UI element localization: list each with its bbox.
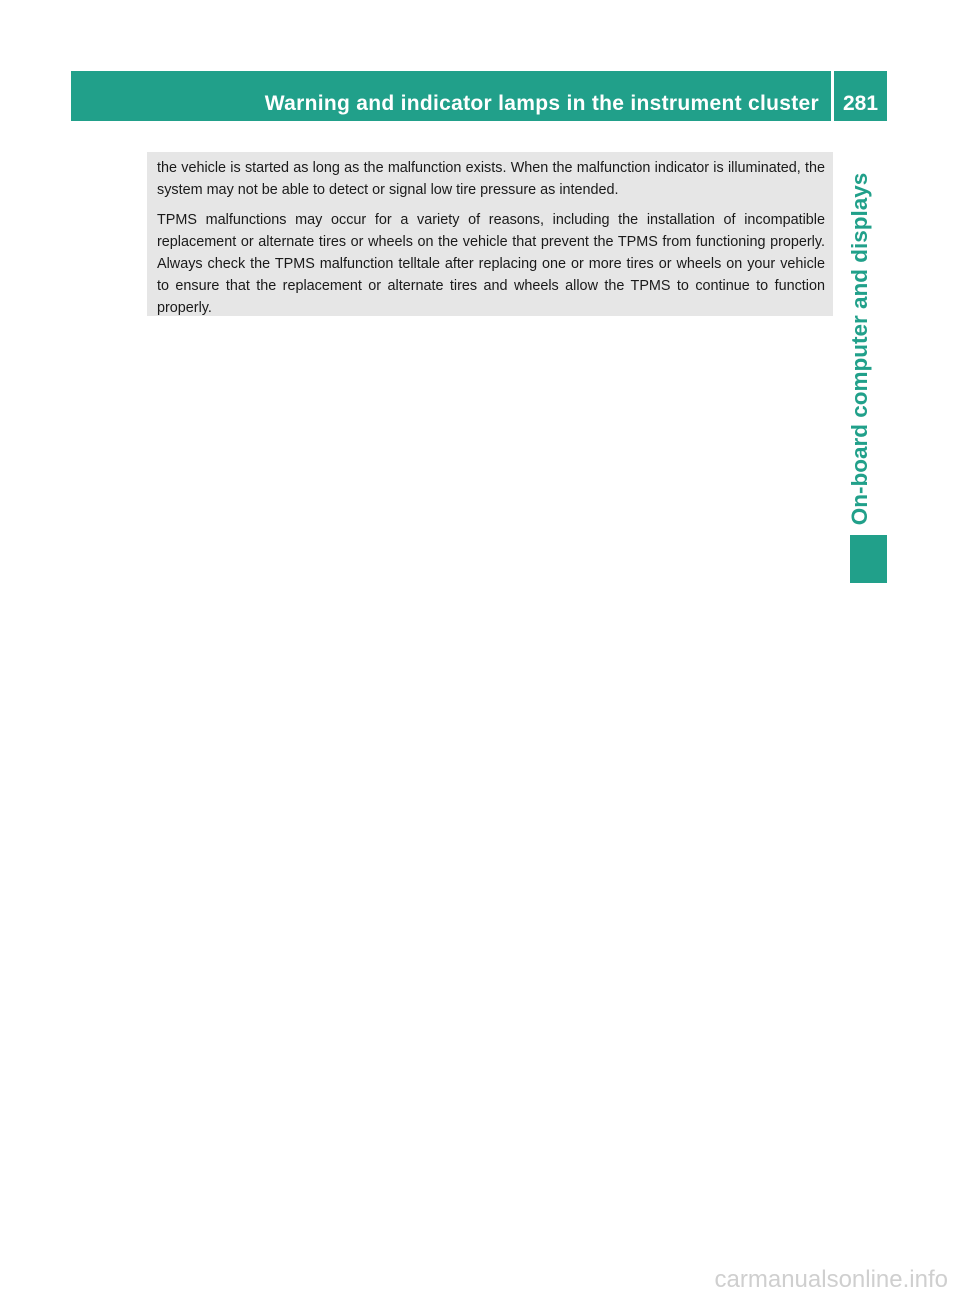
side-chapter-marker — [850, 535, 887, 583]
note-box — [147, 152, 833, 316]
watermark: carmanualsonline.info — [714, 1266, 948, 1293]
page-number: 281 — [842, 92, 879, 115]
page-number-box — [834, 71, 887, 121]
note-paragraph: TPMS malfunctions may occur for a variety of reasons, including the installation of incompatible replacement or alternate tires or wheels on the vehicle that prevent the TPMS from functioning properly. Always check the TPMS malfunction telltale after replacing one or more tires or wheels on your vehicle to ensure that the replacement or alternate tires and wheels allow the TPMS to continue to function properly. — [157, 212, 825, 316]
page-header-title: Warning and indicator lamps in the instrument cluster — [264, 92, 819, 115]
page-header-bar — [71, 71, 831, 121]
side-chapter-tab — [844, 170, 876, 528]
side-chapter-label: On-board computer and displays — [847, 172, 872, 526]
note-paragraph: the vehicle is started as long as the malfunction exists. When the malfunction indicator is illuminated, the system may not be able to detect or signal low tire pressure as intended. — [157, 160, 825, 198]
